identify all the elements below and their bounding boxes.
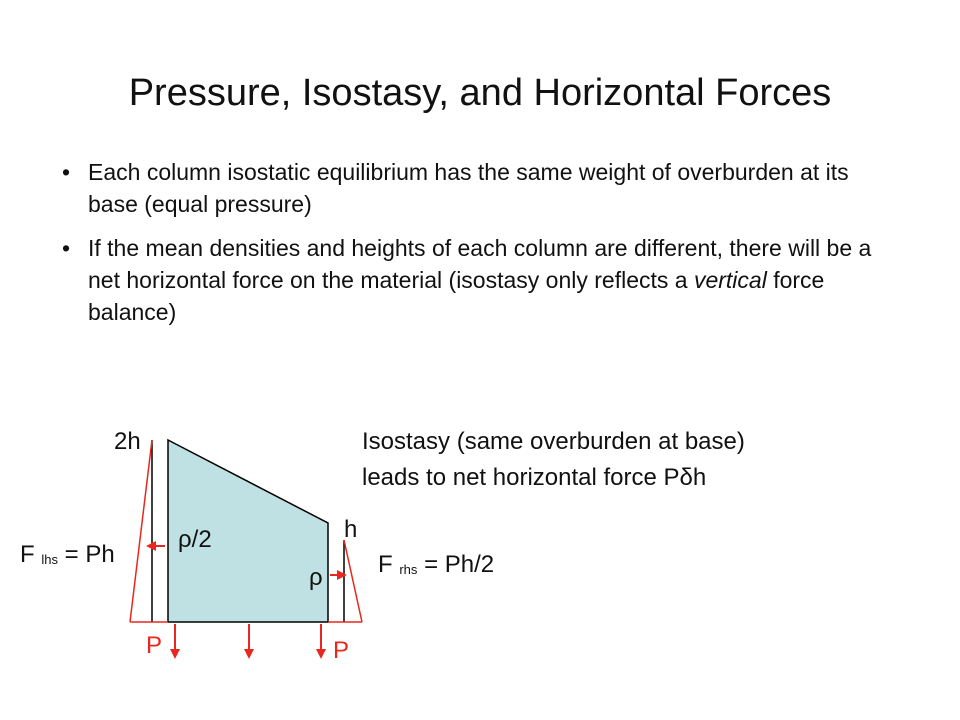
label-density-half: ρ/2 xyxy=(178,526,212,553)
bullet-text-post: force balance) xyxy=(88,267,825,325)
force-lhs-label xyxy=(20,541,115,574)
force-lhs-value: = Ph xyxy=(57,541,115,568)
right-pressure-profile xyxy=(344,540,362,622)
label-2h: 2h xyxy=(114,428,141,455)
bullet-text-pre: If the mean densities and heights of each column are different, there will be a net horizontal force on the material (isostasy only reflects a xyxy=(88,235,872,293)
force-rhs-subscript: rhs xyxy=(399,562,418,577)
bullet-dot: • xyxy=(62,235,71,261)
label-density: ρ xyxy=(309,564,323,591)
slide-title: Pressure, Isostasy, and Horizontal Forces xyxy=(128,72,832,114)
caption-line-2: leads to net horizontal force Pδh xyxy=(362,464,707,491)
force-rhs-symbol: F xyxy=(378,551,393,578)
left-pressure-profile xyxy=(130,440,152,622)
bullet-text: Each column isostatic equilibrium has the same weight of overburden at its base (equal pressure) xyxy=(88,159,849,217)
bullet-dot: • xyxy=(62,159,71,185)
caption-line-1: Isostasy (same overburden at base) xyxy=(362,428,745,455)
bullet-emphasis: vertical xyxy=(693,267,767,293)
pressure-label-left: P xyxy=(146,632,163,659)
force-rhs-value: = Ph/2 xyxy=(417,551,495,578)
force-rhs-label xyxy=(378,551,494,584)
force-lhs-symbol: F xyxy=(20,541,35,568)
label-h: h xyxy=(344,516,358,543)
force-lhs-subscript: lhs xyxy=(41,552,58,567)
pressure-label-right: P xyxy=(333,637,350,664)
